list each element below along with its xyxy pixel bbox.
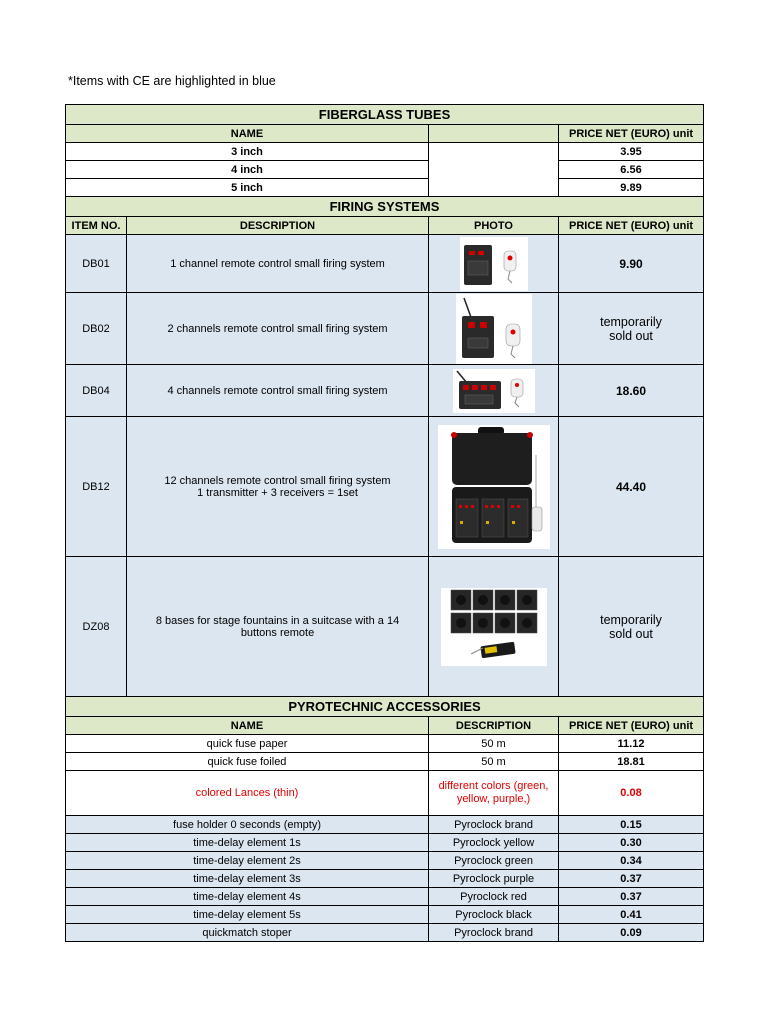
accessory-price: 11.12 (559, 735, 704, 753)
item-price: 44.40 (559, 417, 704, 557)
fiberglass-empty-cell (429, 143, 559, 197)
firing-desc-header: DESCRIPTION (127, 217, 429, 235)
accessory-price: 0.41 (559, 906, 704, 924)
accessory-price: 0.34 (559, 852, 704, 870)
accessories-section-title: PYROTECHNIC ACCESSORIES (66, 697, 704, 717)
accessory-description: Pyroclock yellow (429, 834, 559, 852)
accessory-price: 0.15 (559, 816, 704, 834)
item-number: DZ08 (66, 557, 127, 697)
fiberglass-name: 4 inch (66, 161, 429, 179)
accessory-description: Pyroclock red (429, 888, 559, 906)
item-price: 9.90 (559, 235, 704, 293)
accessories-name-header: NAME (66, 717, 429, 735)
accessory-price: 0.08 (559, 771, 704, 816)
accessory-name: time-delay element 5s (66, 906, 429, 924)
accessory-name: time-delay element 2s (66, 852, 429, 870)
accessory-description: 50 m (429, 753, 559, 771)
fiberglass-section-title: FIBERGLASS TUBES (66, 105, 704, 125)
accessory-description: Pyroclock brand (429, 816, 559, 834)
accessory-price: 0.37 (559, 888, 704, 906)
firing-system-suitcase-photo (429, 417, 559, 557)
fiberglass-price-header: PRICE NET (EURO) unit (559, 125, 704, 143)
item-description: 8 bases for stage fountains in a suitcase with a 14 buttons remote (127, 557, 429, 697)
item-price: temporarily sold out (559, 557, 704, 697)
fiberglass-price: 6.56 (559, 161, 704, 179)
item-description: 1 channel remote control small firing system (127, 235, 429, 293)
firing-section-title: FIRING SYSTEMS (66, 197, 704, 217)
firing-price-header: PRICE NET (EURO) unit (559, 217, 704, 235)
firing-system-1ch-photo (429, 235, 559, 293)
accessory-price: 0.30 (559, 834, 704, 852)
fiberglass-name-header: NAME (66, 125, 429, 143)
accessories-desc-header: DESCRIPTION (429, 717, 559, 735)
accessory-name: quick fuse paper (66, 735, 429, 753)
item-number: DB02 (66, 293, 127, 365)
item-price: 18.60 (559, 365, 704, 417)
item-description: 12 channels remote control small firing system 1 transmitter + 3 receivers = 1set (127, 417, 429, 557)
item-price: temporarily sold out (559, 293, 704, 365)
item-description: 2 channels remote control small firing system (127, 293, 429, 365)
accessory-description: Pyroclock purple (429, 870, 559, 888)
accessory-name: quickmatch stoper (66, 924, 429, 942)
ce-note: *Items with CE are highlighted in blue (68, 74, 276, 88)
stage-fountain-bases-photo (429, 557, 559, 697)
accessory-name: time-delay element 3s (66, 870, 429, 888)
item-number: DB04 (66, 365, 127, 417)
accessory-name: time-delay element 4s (66, 888, 429, 906)
firing-system-4ch-photo (429, 365, 559, 417)
fiberglass-price: 3.95 (559, 143, 704, 161)
accessory-price: 0.09 (559, 924, 704, 942)
accessory-name: fuse holder 0 seconds (empty) (66, 816, 429, 834)
item-number: DB01 (66, 235, 127, 293)
firing-item-header: ITEM NO. (66, 217, 127, 235)
firing-photo-header: PHOTO (429, 217, 559, 235)
accessory-price: 0.37 (559, 870, 704, 888)
accessory-description: Pyroclock green (429, 852, 559, 870)
accessory-description: Pyroclock black (429, 906, 559, 924)
accessories-price-header: PRICE NET (EURO) unit (559, 717, 704, 735)
accessory-description: Pyroclock brand (429, 924, 559, 942)
accessory-description: different colors (green, yellow, purple,) (429, 771, 559, 816)
accessory-description: 50 m (429, 735, 559, 753)
accessory-name: time-delay element 1s (66, 834, 429, 852)
fiberglass-blank-header (429, 125, 559, 143)
fiberglass-name: 5 inch (66, 179, 429, 197)
item-description: 4 channels remote control small firing system (127, 365, 429, 417)
firing-system-2ch-photo (429, 293, 559, 365)
accessory-name: quick fuse foiled (66, 753, 429, 771)
fiberglass-price: 9.89 (559, 179, 704, 197)
accessory-name: colored Lances (thin) (66, 771, 429, 816)
fiberglass-name: 3 inch (66, 143, 429, 161)
item-number: DB12 (66, 417, 127, 557)
price-list-table (65, 104, 704, 942)
accessory-price: 18.81 (559, 753, 704, 771)
